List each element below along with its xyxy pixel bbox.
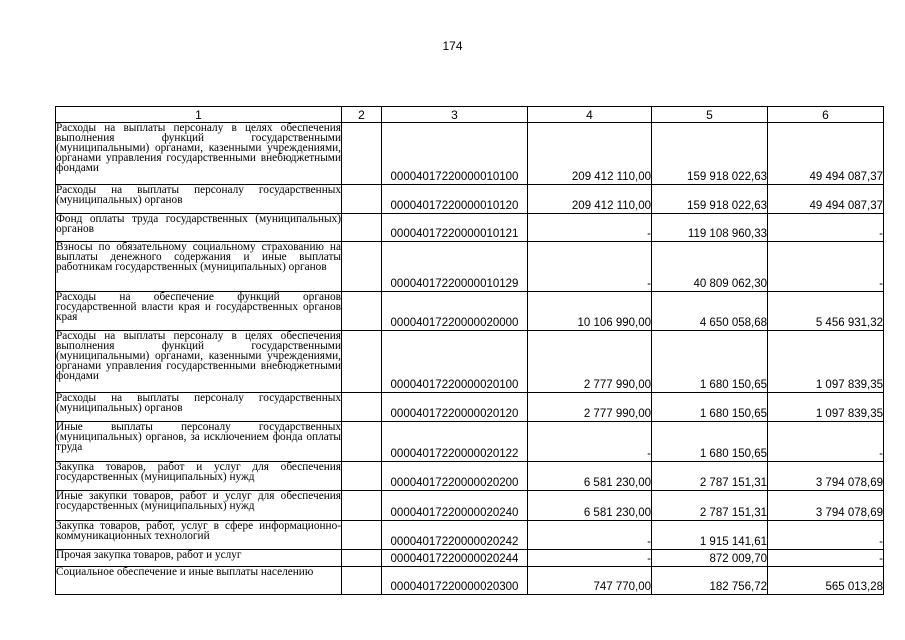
row-column-2	[342, 550, 382, 567]
row-description: Закупка товаров, работ и услуг для обеспечения государственных (муниципальных) нужд	[56, 462, 342, 491]
row-description: Прочая закупка товаров, работ и услуг	[56, 550, 342, 567]
row-code: 00004017220000020120	[382, 393, 528, 422]
column-header-1: 1	[56, 107, 342, 123]
row-value-5: 159 918 022,63	[652, 185, 768, 214]
row-value-5: 2 787 151,31	[652, 462, 768, 491]
row-code: 00004017220000010121	[382, 214, 528, 242]
row-description: Иные закупки товаров, работ и услуг для обеспечения государственных (муниципальных) нужд	[56, 491, 342, 521]
row-column-2	[342, 214, 382, 242]
row-value-5: 40 809 062,30	[652, 242, 768, 292]
row-column-2	[342, 393, 382, 422]
row-column-2	[342, 331, 382, 393]
row-value-6: 3 794 078,69	[768, 491, 884, 521]
row-value-4: 2 777 990,00	[528, 393, 652, 422]
row-description: Расходы на выплаты персоналу в целях обеспечения выполнения функций государственными (муниципальными) органами, казенными учреждениями, органами управления государственными внебюджетными фондами	[56, 331, 342, 393]
row-description: Расходы на выплаты персоналу в целях обеспечения выполнения функций государственными (муниципальными) органами, казенными учреждениями, органами управления государственными внебюджетными фондами	[56, 123, 342, 185]
row-code: 00004017220000020000	[382, 292, 528, 331]
row-value-4: 6 581 230,00	[528, 462, 652, 491]
table-row	[56, 214, 884, 242]
row-value-4: 747 770,00	[528, 567, 652, 595]
row-value-5: 159 918 022,63	[652, 123, 768, 185]
row-value-4: 209 412 110,00	[528, 123, 652, 185]
row-description: Иные выплаты персоналу государственных (муниципальных) органов, за исключением фонда оплаты труда	[56, 422, 342, 462]
row-code: 00004017220000020300	[382, 567, 528, 595]
row-value-4: 209 412 110,00	[528, 185, 652, 214]
row-value-5: 119 108 960,33	[652, 214, 768, 242]
row-code: 00004017220000010100	[382, 123, 528, 185]
row-value-6: -	[768, 422, 884, 462]
row-value-4: -	[528, 422, 652, 462]
table-row	[56, 185, 884, 214]
column-header-4: 4	[528, 107, 652, 123]
row-code: 00004017220000020200	[382, 462, 528, 491]
page-number: 174	[442, 39, 463, 53]
row-value-5: 1 680 150,65	[652, 331, 768, 393]
row-description: Социальное обеспечение и иные выплаты населению	[56, 567, 342, 595]
row-value-6: 565 013,28	[768, 567, 884, 595]
row-column-2	[342, 185, 382, 214]
table-row	[56, 393, 884, 422]
row-value-5: 4 650 058,68	[652, 292, 768, 331]
table-row	[56, 462, 884, 491]
row-value-6: -	[768, 242, 884, 292]
row-value-4: 6 581 230,00	[528, 491, 652, 521]
budget-table	[55, 106, 884, 595]
row-value-6: -	[768, 214, 884, 242]
row-value-6: -	[768, 550, 884, 567]
row-description: Закупка товаров, работ, услуг в сфере информационно-коммуникационных технологий	[56, 521, 342, 550]
row-value-5: 872 009,70	[652, 550, 768, 567]
row-value-6: 1 097 839,35	[768, 331, 884, 393]
table-header-row	[56, 107, 884, 123]
row-value-5: 1 680 150,65	[652, 393, 768, 422]
table-row	[56, 242, 884, 292]
row-column-2	[342, 422, 382, 462]
table-row	[56, 491, 884, 521]
row-description: Расходы на выплаты персоналу государственных (муниципальных) органов	[56, 393, 342, 422]
row-column-2	[342, 491, 382, 521]
row-value-6: 1 097 839,35	[768, 393, 884, 422]
row-code: 00004017220000020244	[382, 550, 528, 567]
row-value-4: 2 777 990,00	[528, 331, 652, 393]
row-description: Взносы по обязательному социальному страхованию на выплаты денежного содержания и иные выплаты работникам государственных (муниципальных) органов	[56, 242, 342, 292]
row-value-4: -	[528, 242, 652, 292]
row-code: 00004017220000020242	[382, 521, 528, 550]
row-value-5: 2 787 151,31	[652, 491, 768, 521]
table-row	[56, 567, 884, 595]
row-value-6: 3 794 078,69	[768, 462, 884, 491]
table-row	[56, 331, 884, 393]
column-header-2: 2	[342, 107, 382, 123]
row-value-4: -	[528, 521, 652, 550]
row-description: Фонд оплаты труда государственных (муниципальных) органов	[56, 214, 342, 242]
row-code: 00004017220000010120	[382, 185, 528, 214]
table-row	[56, 550, 884, 567]
row-column-2	[342, 521, 382, 550]
row-value-6: -	[768, 521, 884, 550]
row-value-4: -	[528, 550, 652, 567]
row-value-4: -	[528, 214, 652, 242]
column-header-6: 6	[768, 107, 884, 123]
row-value-5: 1 915 141,61	[652, 521, 768, 550]
row-column-2	[342, 292, 382, 331]
row-value-5: 182 756,72	[652, 567, 768, 595]
row-code: 00004017220000020122	[382, 422, 528, 462]
column-header-3: 3	[382, 107, 528, 123]
row-value-6: 49 494 087,37	[768, 123, 884, 185]
row-column-2	[342, 123, 382, 185]
row-value-4: 10 106 990,00	[528, 292, 652, 331]
row-column-2	[342, 462, 382, 491]
row-value-5: 1 680 150,65	[652, 422, 768, 462]
row-value-6: 5 456 931,32	[768, 292, 884, 331]
column-header-5: 5	[652, 107, 768, 123]
table-row	[56, 123, 884, 185]
table-row	[56, 521, 884, 550]
table-row	[56, 422, 884, 462]
row-value-6: 49 494 087,37	[768, 185, 884, 214]
row-code: 00004017220000020100	[382, 331, 528, 393]
row-description: Расходы на обеспечение функций органов государственной власти края и государственных органов края	[56, 292, 342, 331]
row-code: 00004017220000020240	[382, 491, 528, 521]
table-row	[56, 292, 884, 331]
row-column-2	[342, 242, 382, 292]
row-description: Расходы на выплаты персоналу государственных (муниципальных) органов	[56, 185, 342, 214]
row-code: 00004017220000010129	[382, 242, 528, 292]
row-column-2	[342, 567, 382, 595]
